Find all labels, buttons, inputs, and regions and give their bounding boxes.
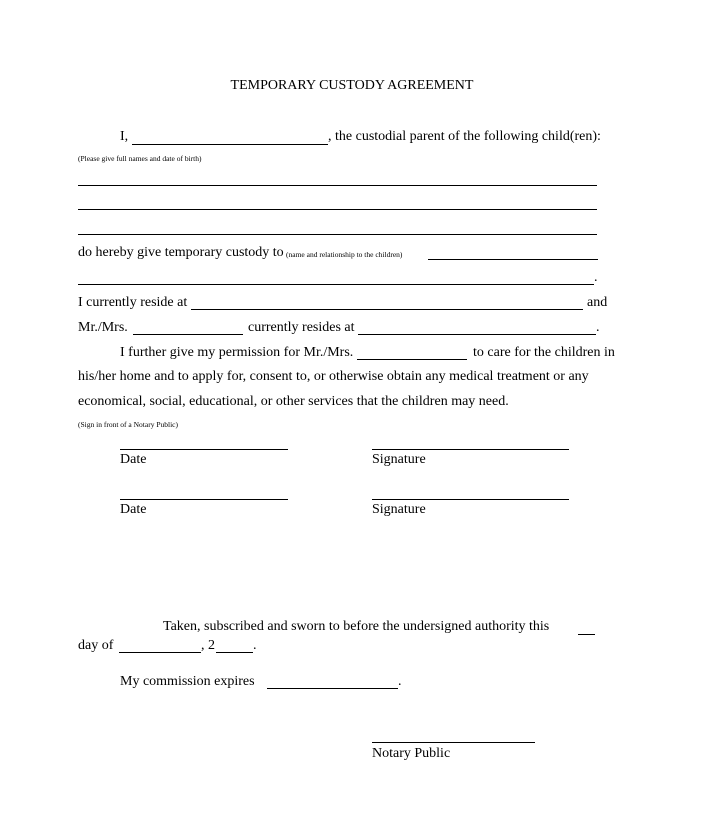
- custody-text: do hereby give temporary custody to: [78, 245, 284, 260]
- child-line-2[interactable]: [78, 209, 597, 210]
- signature-line-2[interactable]: [372, 499, 569, 500]
- sworn-day-blank[interactable]: [578, 634, 595, 635]
- custody-note: (name and relationship to the children): [286, 250, 403, 259]
- signature-label-2: Signature: [372, 502, 426, 517]
- notary-note: (Sign in front of a Notary Public): [78, 420, 178, 429]
- children-note: (Please give full names and date of birth): [78, 154, 202, 163]
- address-period: .: [596, 320, 600, 335]
- permission-text-2: to care for the children in: [473, 345, 615, 360]
- commission-label: My commission expires: [120, 674, 255, 689]
- date-line-1[interactable]: [120, 449, 288, 450]
- custodian-continuation-line[interactable]: [78, 284, 594, 285]
- signature-label-1: Signature: [372, 452, 426, 467]
- commission-date-blank[interactable]: [267, 688, 398, 689]
- custodian-name-blank-2[interactable]: [133, 334, 243, 335]
- sworn-text: Taken, subscribed and sworn to before the undersigned authority this: [163, 619, 550, 634]
- document-title: TEMPORARY CUSTODY AGREEMENT: [230, 78, 474, 93]
- permission-name-blank[interactable]: [357, 359, 467, 360]
- child-line-3[interactable]: [78, 234, 597, 235]
- notary-public-label: Notary Public: [372, 746, 451, 761]
- child-line-1[interactable]: [78, 185, 597, 186]
- mrmrs-label: Mr./Mrs.: [78, 320, 128, 335]
- intro-pronoun: I,: [120, 129, 129, 144]
- custodian-name-blank[interactable]: [428, 259, 598, 260]
- intro-text: , the custodial parent of the following child(ren):: [328, 129, 601, 144]
- reside-label: I currently reside at: [78, 295, 188, 310]
- custodian-address-blank[interactable]: [358, 334, 596, 335]
- parent-address-blank[interactable]: [191, 309, 583, 310]
- date-label-2: Date: [120, 502, 147, 517]
- month-blank[interactable]: [119, 652, 201, 653]
- permission-line-2: his/her home and to apply for, consent to, or otherwise obtain any medical treatment or any: [78, 369, 589, 384]
- notary-signature-line[interactable]: [372, 742, 535, 743]
- custodian-period: .: [594, 270, 598, 285]
- commission-period: .: [398, 674, 402, 689]
- and-word: and: [587, 295, 608, 310]
- year-period: .: [253, 638, 257, 653]
- date-label-1: Date: [120, 452, 147, 467]
- parent-name-blank[interactable]: [132, 144, 328, 145]
- permission-line-3: economical, social, educational, or other services that the children may need.: [78, 394, 509, 409]
- year-blank[interactable]: [216, 652, 253, 653]
- currently-resides-label: currently resides at: [248, 320, 355, 335]
- permission-text-1: I further give my permission for Mr./Mrs.: [120, 345, 354, 360]
- signature-line-1[interactable]: [372, 449, 569, 450]
- day-of-label: day of: [78, 638, 114, 653]
- date-line-2[interactable]: [120, 499, 288, 500]
- year-prefix: , 2: [201, 638, 215, 653]
